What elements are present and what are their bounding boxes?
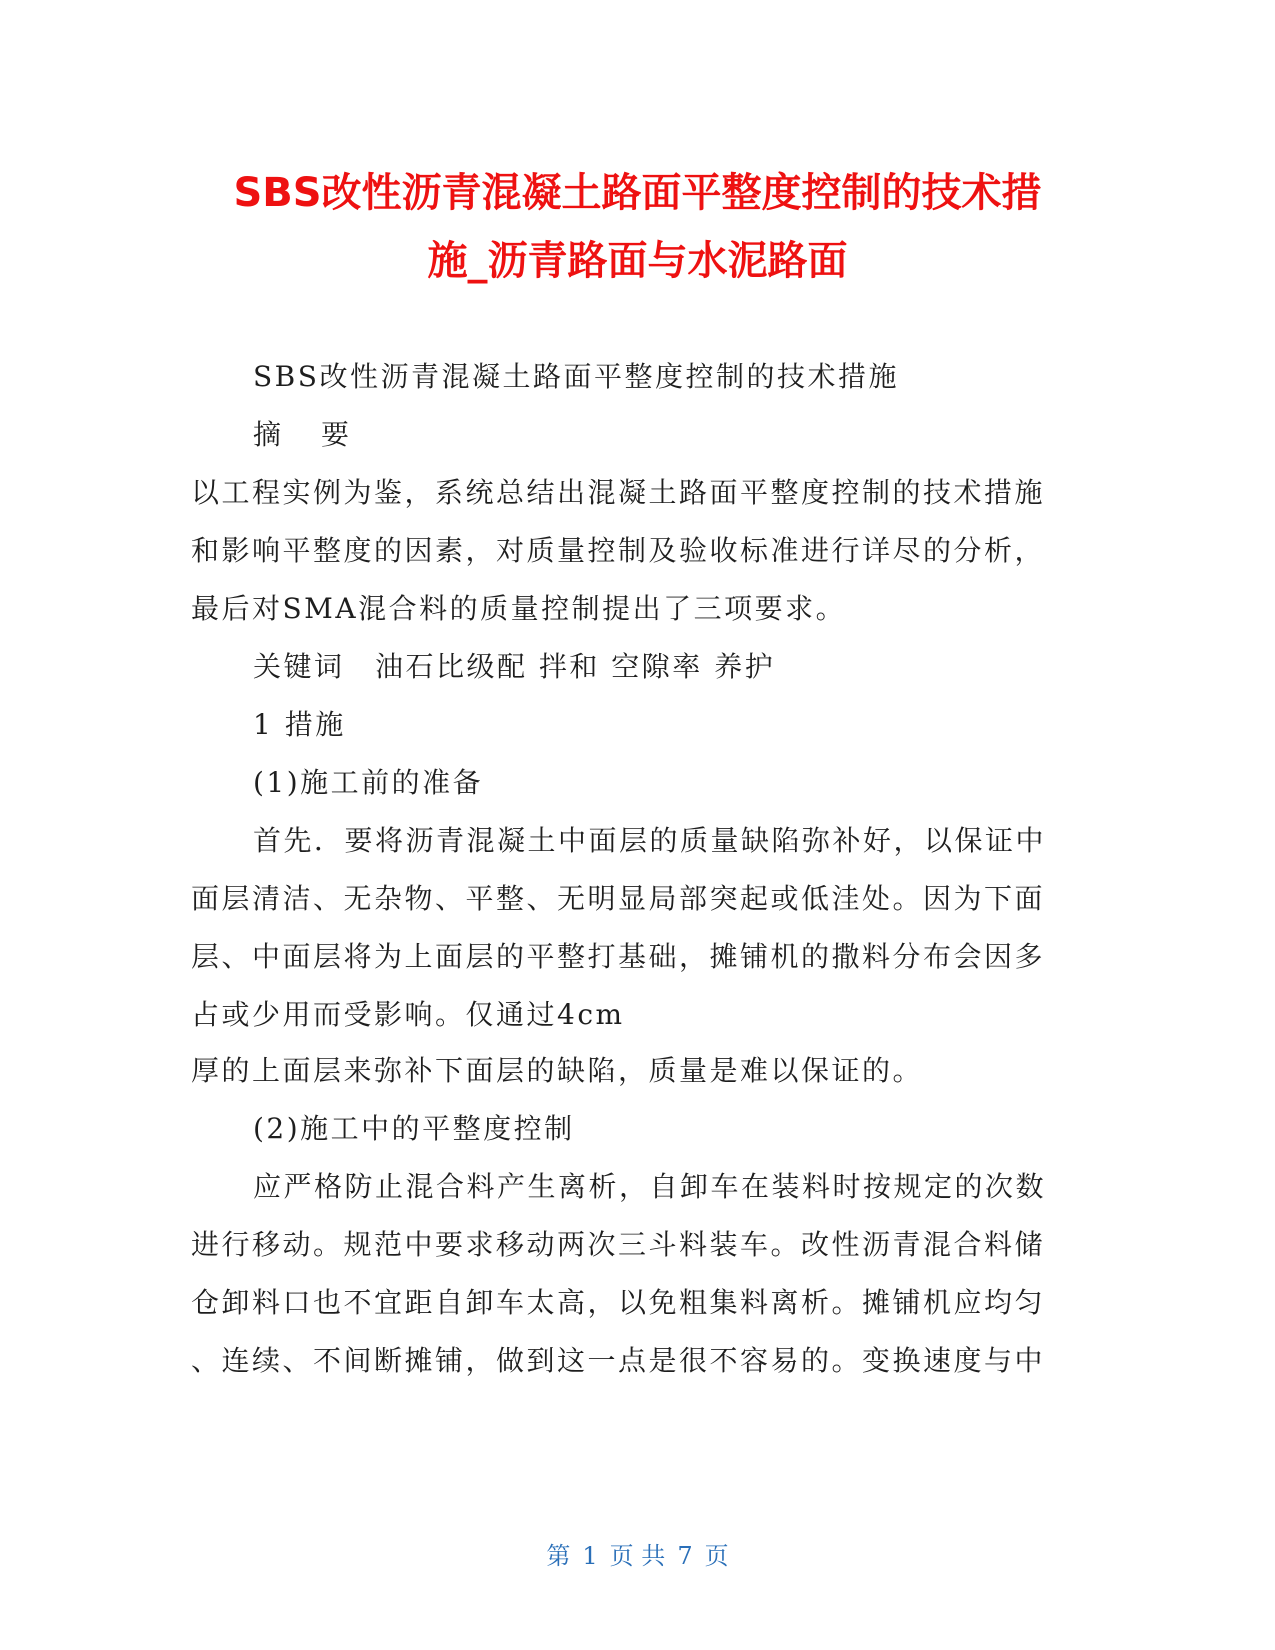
paragraph-line: 首先．要将沥青混凝土中面层的质量缺陷弥补好，以保证中 (253, 824, 1047, 857)
page-total: 7 (677, 1542, 693, 1570)
document-title-line-2: 施_沥青路面与水泥路面 (427, 238, 848, 284)
abstract-line: 和影响平整度的因素，对质量控制及验收标准进行详尽的分析， (191, 534, 1046, 567)
page-mid: 页 共 (609, 1542, 666, 1570)
paragraph-line: 应严格防止混合料产生离析，自卸车在装料时按规定的次数 (253, 1170, 1047, 1203)
paragraph-line: 进行移动。规范中要求移动两次三斗料装车。改性沥青混合料储 (191, 1228, 1046, 1261)
document-title-line-1: SBS改性沥青混凝土路面平整度控制的技术措 (233, 170, 1042, 216)
paragraph-line: 、连续、不间断摊铺，做到这一点是很不容易的。变换速度与中 (191, 1344, 1046, 1377)
subsection-heading: (2)施工中的平整度控制 (253, 1112, 575, 1145)
page-prefix: 第 (546, 1542, 571, 1570)
paragraph-line: 层、中面层将为上面层的平整打基础，摊铺机的撒料分布会因多 (191, 940, 1046, 973)
paragraph-line: 面层清洁、无杂物、平整、无明显局部突起或低洼处。因为下面 (191, 882, 1046, 915)
abstract-line: 以工程实例为鉴，系统总结出混凝土路面平整度控制的技术措施 (191, 476, 1046, 509)
page-number-footer (0, 1541, 1275, 1571)
subsection-heading: (1)施工前的准备 (253, 766, 484, 799)
page-suffix: 页 (704, 1542, 729, 1570)
paragraph-line: 占或少用而受影响。仅通过4cm (191, 998, 625, 1031)
paragraph-line: 仓卸料口也不宜距自卸车太高，以免粗集料离析。摊铺机应均匀 (191, 1286, 1046, 1319)
paragraph-line: 厚的上面层来弥补下面层的缺陷，质量是难以保证的。 (191, 1054, 924, 1087)
abstract-line: 最后对SMA混合料的质量控制提出了三项要求。 (191, 592, 847, 625)
abstract-heading: 摘 要 (253, 418, 356, 451)
section-heading: 1 措施 (253, 708, 346, 741)
page-current: 1 (582, 1542, 598, 1570)
article-subtitle: SBS改性沥青混凝土路面平整度控制的技术措施 (253, 360, 899, 393)
keywords-line: 关键词 油石比级配 拌和 空隙率 养护 (253, 650, 776, 683)
